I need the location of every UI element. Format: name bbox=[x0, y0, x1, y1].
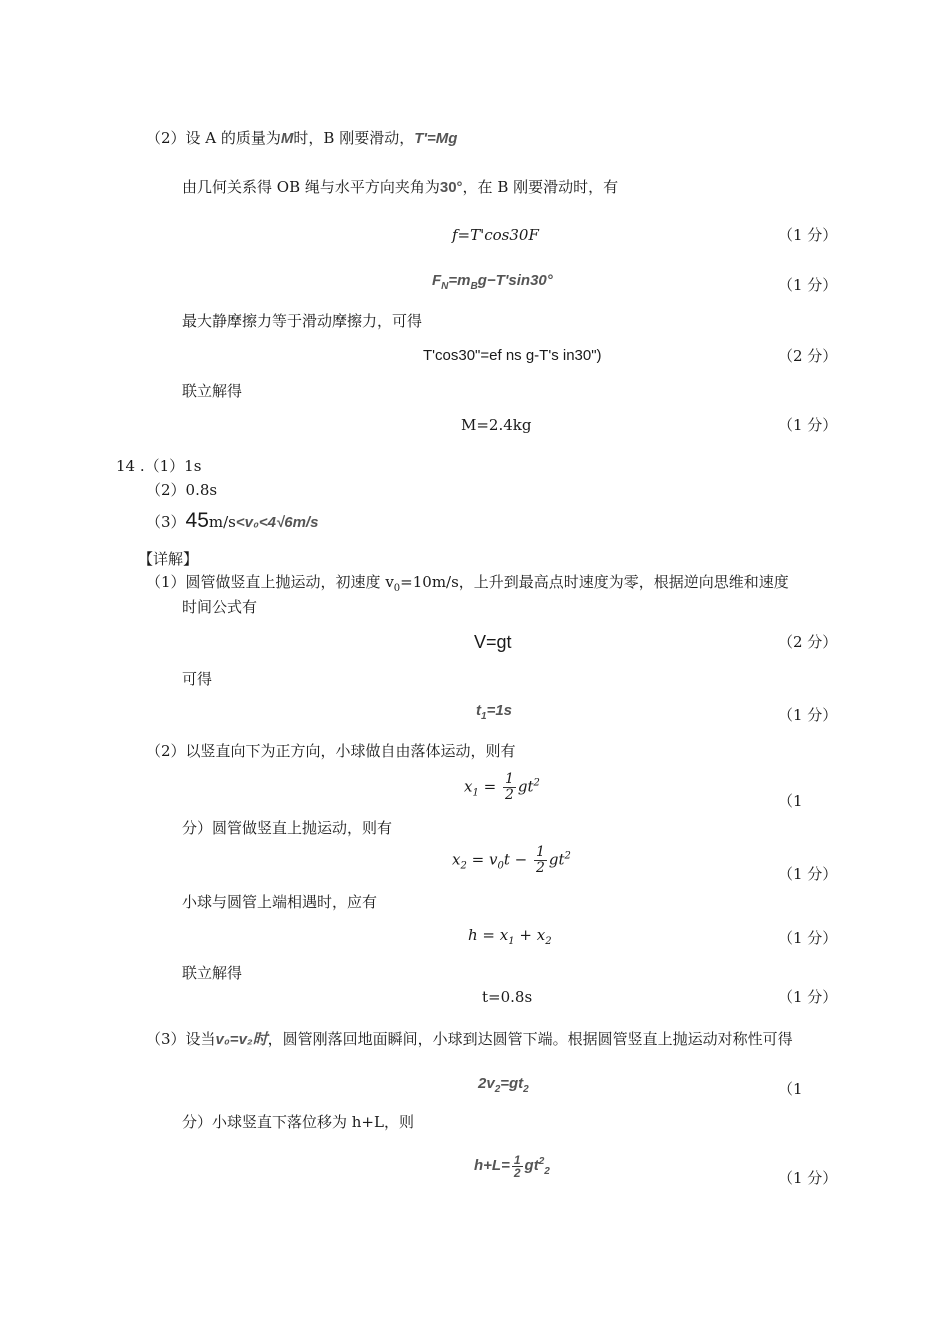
p3-line bbox=[146, 1029, 793, 1050]
equation-t: t=0.8s bbox=[482, 988, 533, 1006]
fraction-half-2 bbox=[534, 845, 547, 876]
score-eqH: （1 分） bbox=[778, 929, 838, 947]
h-sub2: 2 bbox=[545, 936, 552, 947]
eq2-sub-n: N bbox=[441, 281, 449, 292]
frac-num: 1 bbox=[504, 771, 514, 787]
hl-left: h+L= bbox=[474, 1157, 510, 1174]
x1-sup: 2 bbox=[533, 777, 540, 789]
x2-sup: 2 bbox=[564, 850, 571, 862]
hl-sup: 2 bbox=[538, 1156, 545, 1167]
geometry-tail: ，在 B 刚要滑动时，有 bbox=[462, 178, 619, 196]
eq2-rest: =m bbox=[448, 272, 471, 289]
q13-2-mid: 时，B 刚要滑动， bbox=[293, 129, 415, 147]
solve-line-14: 联立解得 bbox=[182, 964, 243, 982]
x2-x: x bbox=[452, 850, 461, 869]
x2-tail: gt bbox=[548, 850, 565, 869]
velocity-condition-image: v₀=v₂时 bbox=[215, 1031, 268, 1048]
p1-line2: 时间公式有 bbox=[182, 598, 258, 616]
geometry-text: 由几何关系得 OB 绳与水平方向夹角为 bbox=[182, 178, 440, 196]
eq2-tail: g−T'sin30° bbox=[477, 272, 553, 289]
hl-sub: 2 bbox=[544, 1166, 550, 1177]
score-eq3: （2 分） bbox=[778, 347, 838, 365]
t1-tail: =1s bbox=[486, 702, 513, 719]
solve-line-13: 联立解得 bbox=[182, 382, 243, 400]
h-sub1: 1 bbox=[508, 936, 515, 947]
score-eq4: （1 分） bbox=[778, 416, 838, 434]
equation-x2 bbox=[452, 845, 571, 877]
equation-friction: f=T'cos30F bbox=[452, 226, 539, 244]
equation-normal-force bbox=[432, 271, 553, 297]
equation-v-gt: V=gt bbox=[474, 632, 512, 652]
q13-2-line bbox=[146, 128, 457, 149]
a3-unit: m/s bbox=[208, 513, 236, 531]
v2-sub: 2 bbox=[494, 1084, 501, 1095]
t1-sub: 1 bbox=[481, 711, 487, 722]
v2-2v: 2v bbox=[478, 1075, 495, 1092]
p2-line: （2）以竖直向下为正方向，小球做自由落体运动，则有 bbox=[146, 742, 516, 760]
score-eqV: （2 分） bbox=[778, 633, 838, 651]
a3-prefix: （3） bbox=[146, 513, 186, 531]
meet-line: 小球与圆管上端相遇时，应有 bbox=[182, 893, 378, 911]
t1-t: t bbox=[476, 702, 481, 719]
velocity-range-image: <v₀<4√6m/s bbox=[235, 514, 319, 531]
equation-t1 bbox=[476, 701, 512, 727]
q13-2-intro: （2）设 A 的质量为 bbox=[146, 129, 281, 147]
x2-mid: = v bbox=[466, 850, 498, 869]
h-plus: + x bbox=[514, 926, 546, 944]
x2-sub0: 0 bbox=[497, 860, 504, 872]
a3-big: 45 bbox=[185, 509, 209, 532]
friction-line: 最大静摩擦力等于滑动摩擦力，可得 bbox=[182, 312, 423, 330]
eq2-sub-b: B bbox=[470, 281, 478, 292]
x1-x: x bbox=[464, 777, 473, 796]
equation-h bbox=[468, 925, 552, 952]
equation-2v2 bbox=[478, 1074, 529, 1100]
p2-line2: 分）圆管做竖直上抛运动，则有 bbox=[182, 819, 393, 837]
q14-answer-3 bbox=[146, 511, 318, 533]
frac-den: 2 bbox=[504, 787, 514, 803]
x1-tail: gt bbox=[517, 777, 534, 796]
equation-hL bbox=[474, 1152, 550, 1182]
eq2-f: F bbox=[432, 272, 442, 289]
kede-line: 可得 bbox=[182, 670, 213, 688]
p3-b: ，圆管刚落回地面瞬间，小球到达圆管下端。根据圆管竖直上抛运动对称性可得 bbox=[267, 1030, 793, 1048]
x1-eq: = bbox=[478, 777, 501, 796]
geometry-line bbox=[182, 177, 618, 198]
hl-tail: gt bbox=[524, 1157, 539, 1174]
equation-max-friction: T'cos30"=ef ns g-T's in30") bbox=[423, 347, 602, 364]
score-eqX1: （1 bbox=[778, 792, 803, 810]
angle-image: 30° bbox=[439, 179, 463, 196]
mass-symbol-image: M bbox=[280, 130, 294, 147]
equation-mass-result: M=2.4kg bbox=[461, 416, 532, 434]
score-eqT: （1 分） bbox=[778, 988, 838, 1006]
frac3-den: 2 bbox=[513, 1165, 521, 1180]
v2-sub2: 2 bbox=[523, 1084, 529, 1095]
q14-answer-2: （2）0.8s bbox=[146, 481, 218, 499]
score-eq1: （1 分） bbox=[778, 226, 838, 244]
v2-tail: =gt bbox=[500, 1075, 524, 1092]
p1-sub: 0 bbox=[393, 583, 401, 594]
score-eqHL: （1 分） bbox=[778, 1169, 838, 1187]
x2-sub: 2 bbox=[460, 860, 467, 872]
fraction-half bbox=[503, 772, 516, 803]
detail-title: 【详解】 bbox=[138, 550, 199, 568]
q14-answer-1: 14 .（1）1s bbox=[116, 457, 202, 475]
p3-line2: 分）小球竖直下落位移为 h+L，则 bbox=[182, 1113, 414, 1131]
frac2-num: 1 bbox=[535, 844, 545, 860]
fraction-half-3 bbox=[512, 1154, 523, 1179]
frac3-num: 1 bbox=[513, 1152, 521, 1167]
equation-x1 bbox=[464, 772, 540, 804]
h-h: h = x bbox=[468, 926, 509, 944]
score-eqX2: （1 分） bbox=[778, 865, 838, 883]
x1-sub: 1 bbox=[472, 787, 479, 799]
score-eq2: （1 分） bbox=[778, 276, 838, 294]
tension-equation-image: T'=Mg bbox=[414, 130, 458, 147]
p1-tail: =10m/s，上升到最高点时速度为零，根据逆向思维和速度 bbox=[400, 573, 789, 591]
x2-t: t − bbox=[503, 850, 532, 869]
p1-text: （1）圆管做竖直上抛运动，初速度 v bbox=[146, 573, 394, 591]
score-eqV2: （1 bbox=[778, 1080, 803, 1098]
score-eqT1: （1 分） bbox=[778, 706, 838, 724]
p1-line1 bbox=[146, 572, 789, 599]
frac2-den: 2 bbox=[535, 860, 545, 876]
p3-a: （3）设当 bbox=[146, 1030, 216, 1048]
